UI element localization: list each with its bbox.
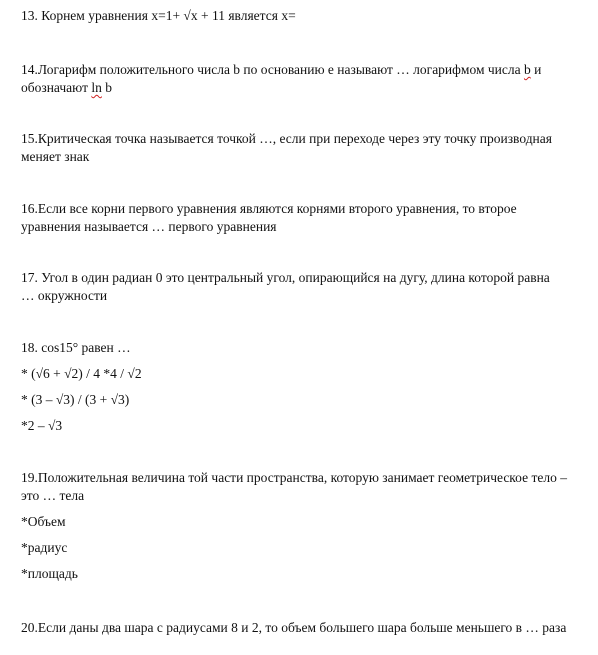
question-19-option-2: *радиус [21,540,68,555]
question-14-line-1 [21,62,541,78]
question-17-line-1: 17. Угол в один радиан 0 это центральный угол, опирающийся на дугу, длина которой равна [21,270,550,285]
question-14-text-c: и [530,62,542,77]
question-15-line-1: 15.Критическая точка называется точкой …, если при переходе через эту точку производная [21,131,552,146]
question-14-line-2 [21,80,112,96]
question-15-line-2: меняет знак [21,149,90,164]
question-19-line-2: это … тела [21,488,85,503]
question-14-text-e: b [101,80,112,95]
question-14-text-a: 14.Логарифм положительного числа b по основанию e называют … логарифмом числа [21,62,524,77]
question-18-option-3: *2 – √3 [21,418,63,433]
spellcheck-word-b: b [523,62,531,77]
question-18-option-1: * (√6 + √2) / 4 *4 / √2 [21,366,142,381]
question-13-text: 13. Корнем уравнения x=1+ √x + 11 является x= [21,8,296,23]
question-16-line-2: уравнения называется … первого уравнения [21,219,277,234]
spellcheck-word-ln: ln [91,80,102,95]
question-18-option-2: * (3 – √3) / (3 + √3) [21,392,130,407]
question-16-line-1: 16.Если все корни первого уравнения являются корнями второго уравнения, то второе [21,201,517,216]
question-17-line-2: … окружности [21,288,108,303]
question-19-option-3: *площадь [21,566,78,581]
question-20-text: 20.Если даны два шара с радиусами 8 и 2, то объем большего шара больше меньшего в … раза [21,620,567,635]
question-18-text: 18. cos15° равен … [21,340,131,355]
question-14-text-d: обозначают [21,80,92,95]
question-19-line-1: 19.Положительная величина той части пространства, которую занимает геометрическое тело – [21,470,567,485]
question-19-option-1: *Объем [21,514,66,529]
